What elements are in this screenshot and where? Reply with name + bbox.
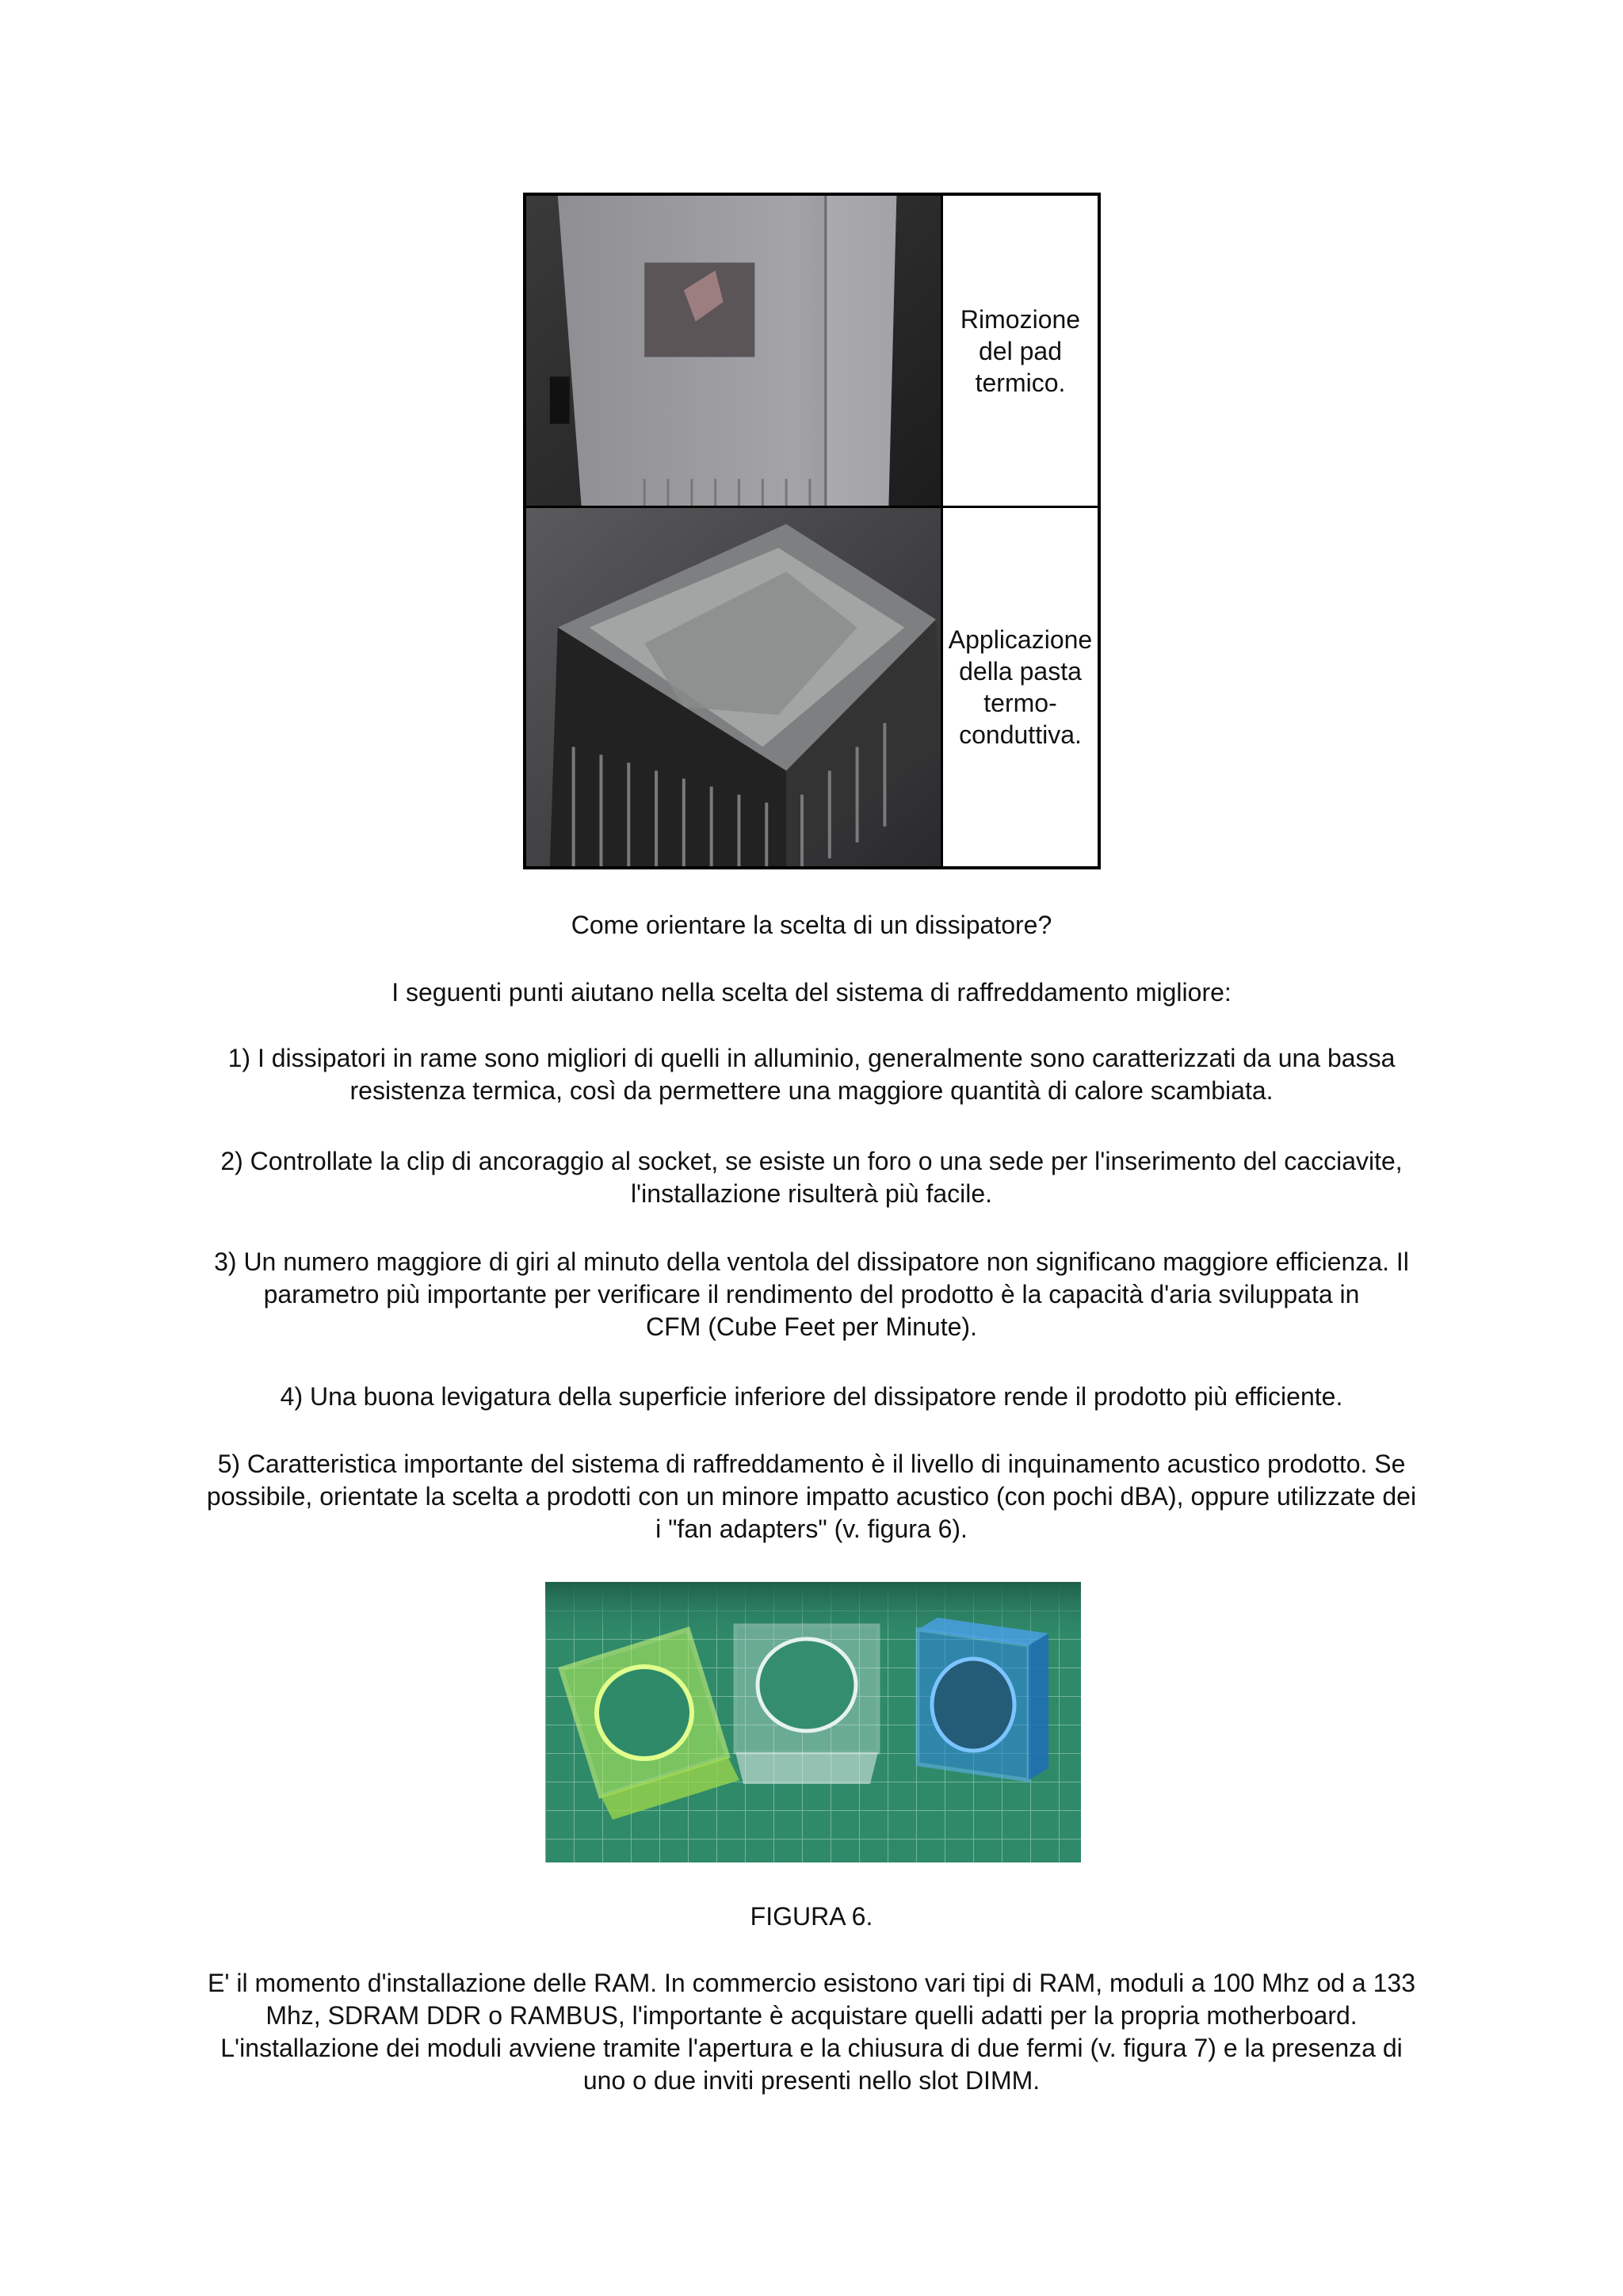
fan-adapters-photo: [545, 1582, 1081, 1862]
thermal-pad-caption: Rimozione del pad termico.: [943, 196, 1098, 508]
figure-caption: FIGURA 6.: [750, 1902, 873, 1931]
point-5: 5) Caratteristica importante del sistema di raffreddamento è il livello di inquinamento acustico prodotto. Se possibile, orientate la scelta a prodotti con un minore impatto acustico (con pochi dBA), oppure utilizzate dei i "fan adapters" (v. figura 6).: [206, 1450, 1417, 1543]
section-heading: Come orientare la scelta di un dissipatore?: [571, 911, 1052, 939]
point-2: 2) Controllate la clip di ancoraggio al socket, se esiste un foro o una sede per l'inserimento del cacciavite, l'installazione risulterà più facile.: [220, 1147, 1403, 1208]
thermal-paste-caption: Applicazione della pasta termo- conduttiva.: [948, 625, 1093, 749]
point-1: 1) I dissipatori in rame sono migliori di quelli in alluminio, generalmente sono caratterizzati da una bassa resistenza termica, così da permettere una maggiore quantità di calore scambiata.: [227, 1044, 1396, 1105]
heatsink-with-thermal-pad-photo: [526, 196, 943, 508]
photo-caption-table: [523, 193, 1101, 869]
point-4: 4) Una buona levigatura della superficie inferiore del dissipatore rende il prodotto più efficiente.: [280, 1382, 1343, 1411]
blue-fan-adapter: [918, 1618, 1048, 1780]
closing-paragraph: E' il momento d'installazione delle RAM. In commercio esistono vari tipi di RAM, moduli a 100 Mhz od a 133 Mhz, SDRAM DDR o RAMBUS, l'importante è acquistare quelli adatti per la propria motherboard. L'installazione dei moduli avviene tramite l'apertura e la chiusura di due fermi (v. figura 7) e la presenza di uno o due inviti presenti nello slot DIMM.: [207, 1969, 1415, 2095]
heatsink-with-thermal-paste-photo: [526, 508, 943, 866]
intro-paragraph: I seguenti punti aiutano nella scelta del sistema di raffreddamento migliore:: [391, 978, 1232, 1007]
point-3: 3) Un numero maggiore di giri al minuto della ventola del dissipatore non significano maggiore efficienza. Il parametro più importante per verificare il rendimento del prodotto è la capacità d'aria sviluppata in CFM (Cube Feet per Minute).: [214, 1247, 1409, 1341]
clear-fan-adapter: [735, 1626, 878, 1784]
